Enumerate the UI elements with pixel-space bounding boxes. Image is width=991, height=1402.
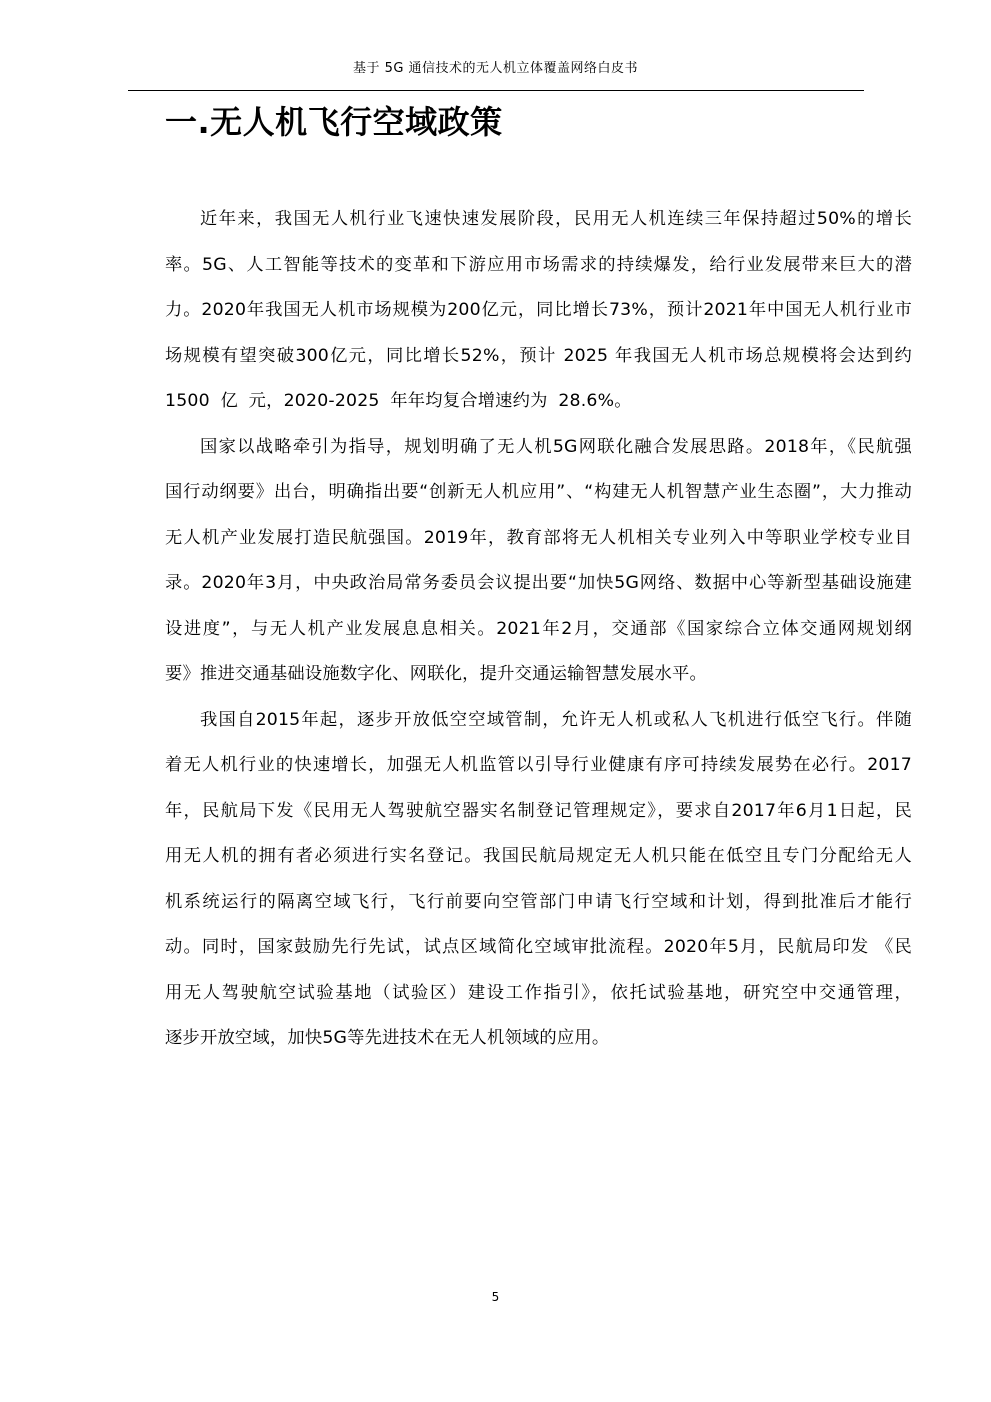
section-title: 一.无人机飞行空域政策 (165, 103, 503, 141)
text-line: 1500 亿 元，2020-2025 年年均复合增速约为 28.6%。 (165, 391, 632, 411)
text-line: 要》推进交通基础设施数字化、网联化，提升交通运输智慧发展水平。 (165, 664, 707, 684)
text-line: 机系统运行的隔离空域飞行，飞行前要向空管部门申请飞行空域和计划，得到批准后才能行 (165, 891, 912, 912)
text-line: 近年来，我国无人机行业飞速快速发展阶段，民用无人机连续三年保持超过50%的增长 (200, 209, 912, 229)
header-rule (128, 90, 864, 91)
text-line: 年，民航局下发《民用无人驾驶航空器实名制登记管理规定》，要求自2017年6月1日起，民 (165, 800, 912, 821)
text-line: 设进度”，与无人机产业发展息息相关。2021年2月，交通部《国家综合立体交通网规划纲 (165, 618, 912, 639)
text-line: 场规模有望突破300亿元，同比增长52%，预计 2025 年我国无人机市场总规模将会达到约 (165, 345, 912, 366)
text-line: 无人机产业发展打造民航强国。2019年，教育部将无人机相关专业列入中等职业学校专业目 (165, 527, 912, 548)
text-line: 录。2020年3月，中央政治局常务委员会议提出要“加快5G网络、数据中心等新型基础设施建 (165, 573, 912, 593)
text-line: 动。同时，国家鼓励先行先试，试点区域简化空域审批流程。2020年5月，民航局印发 《民 (165, 937, 912, 957)
paragraph-airspace-regulation (165, 698, 912, 1062)
paragraph-national-strategy (165, 425, 912, 698)
text-line: 逐步开放空域，加快5G等先进技术在无人机领域的应用。 (165, 1028, 610, 1048)
text-line: 率。5G、人工智能等技术的变革和下游应用市场需求的持续爆发，给行业发展带来巨大的潜 (165, 254, 912, 275)
text-line: 力。2020年我国无人机市场规模为200亿元，同比增长73%，预计2021年中国无人机行业市 (165, 300, 912, 320)
text-line: 国家以战略牵引为指导，规划明确了无人机5G网联化融合发展思路。2018年，《民航强 (200, 436, 912, 457)
text-line: 用无人驾驶航空试验基地（试验区）建设工作指引》，依托试验基地，研究空中交通管理， (165, 982, 912, 1003)
body-text (165, 197, 912, 1062)
running-header: 基于 5G 通信技术的无人机立体覆盖网络白皮书 (352, 61, 639, 76)
text-line: 我国自2015年起，逐步开放低空空域管制，允许无人机或私人飞机进行低空飞行。伴随 (200, 709, 912, 730)
text-line: 国行动纲要》出台，明确指出要“创新无人机应用”、“构建无人机智慧产业生态圈”，大力推动 (165, 482, 912, 502)
text-line: 着无人机行业的快速增长，加强无人机监管以引导行业健康有序可持续发展势在必行。2017 (165, 755, 912, 775)
page-number: 5 (491, 1290, 500, 1304)
text-line: 用无人机的拥有者必须进行实名登记。我国民航局规定无人机只能在低空且专门分配给无人 (165, 846, 912, 866)
paragraph-market-growth (165, 197, 912, 425)
